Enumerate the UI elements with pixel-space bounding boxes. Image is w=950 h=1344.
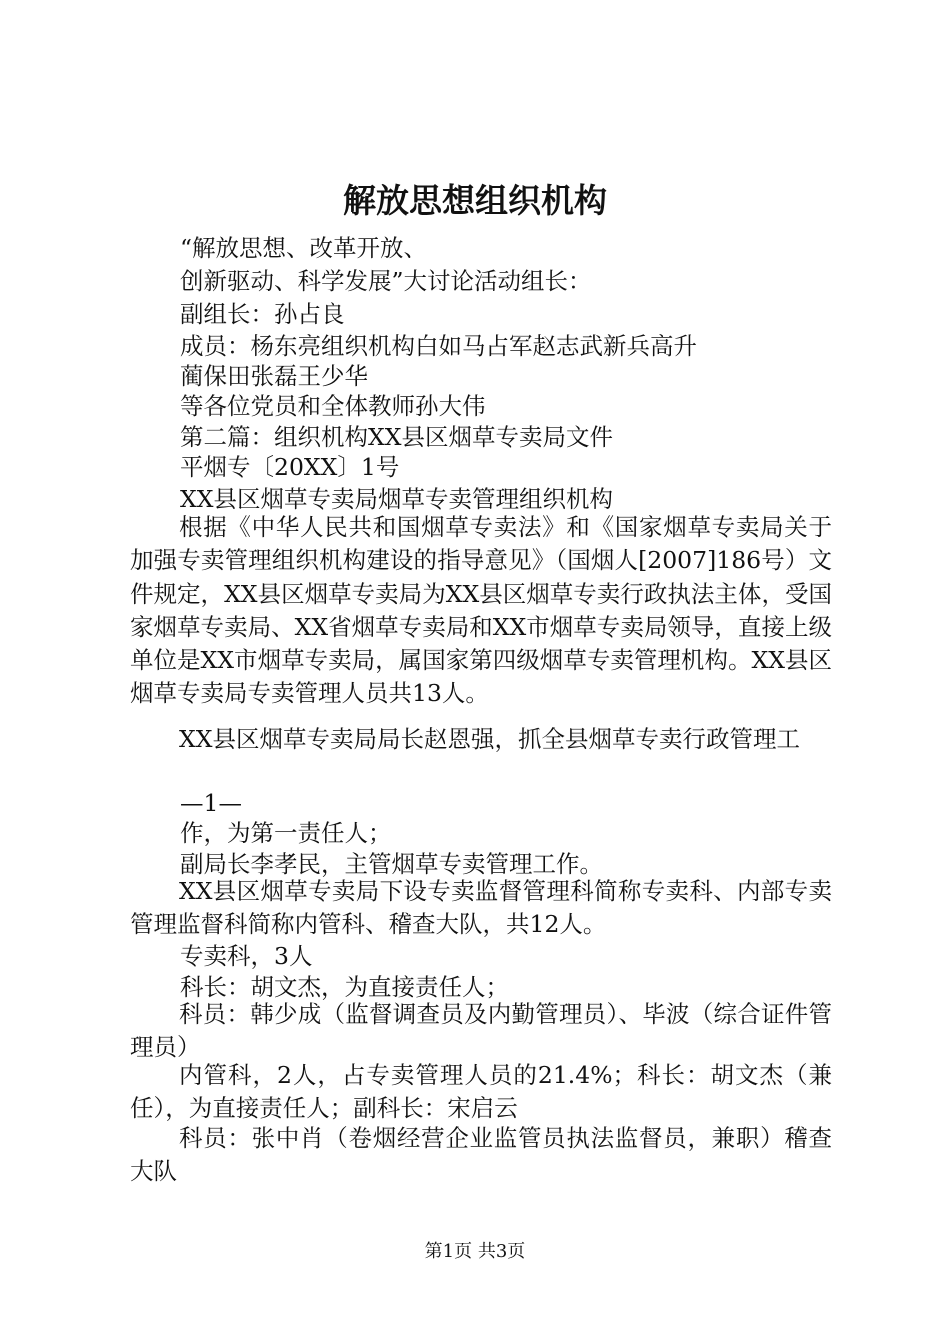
text-line-document-number: 平烟专〔20XX〕1号 [180,453,400,481]
text-line-deputy-director: 副局长李孝民，主管烟草专卖管理工作。 [180,850,603,878]
text-line-all-members: 等各位党员和全体教师孙大伟 [180,392,486,420]
page-footer: 第1页 共3页 [424,1241,526,1262]
text-line-first-responsible: 作，为第一责任人； [180,819,392,847]
text-line-members-cont: 蔺保田张磊王少华 [180,362,368,390]
paragraph-departments: XX县区烟草专卖局下设专卖监督管理科简称专卖科、内部专卖管理监督科简称内管科、稽查大队，共12人。 [130,877,832,939]
paragraph-internal-management: 内管科，2人，占专卖管理人员的21.4%；科长：胡文杰（兼任），为直接责任人；副科长：宋启云 [130,1061,832,1123]
text-line-zhuanmai-section: 专卖科，3人 [180,942,313,970]
text-line-members: 成员：杨东亮组织机构白如马占军赵志武新兵高升 [180,332,697,360]
document-title: 解放思想组织机构 [343,181,607,220]
text-line-slogan-1: “解放思想、改革开放、 [180,234,428,262]
paragraph-staff-inspection: 科员：张中肖（卷烟经营企业监管员执法监督员，兼职）稽查大队 [130,1124,832,1186]
text-line-section-chief: 科长：胡文杰，为直接责任人； [180,973,509,1001]
text-line-slogan-2: 创新驱动、科学发展”大讨论活动组长： [180,267,592,295]
paragraph-basis: 根据《中华人民共和国烟草专卖法》和《国家烟草专卖局关于加强专卖管理组织机构建设的指导意见》（国烟人[2007]186号）文件规定，XX县区烟草专卖局为XX县区烟草专卖行政执法主体，受国家烟草专卖局、XX省烟草专卖局和XX市烟草专卖局领导，直接上级单位是XX市烟草专卖局，属国家第四级烟草专卖管理机构。XX县区烟草专卖局专卖管理人员共13人。 [130,513,832,708]
text-line-section-heading: 第二篇：组织机构XX县区烟草专卖局文件 [180,423,613,451]
text-line-deputy-leader: 副组长：孙占良 [180,300,345,328]
page-marker: —1— [180,789,242,817]
paragraph-director: XX县区烟草专卖局局长赵恩强，抓全县烟草专卖行政管理工 [179,725,800,753]
text-line-org-heading: XX县区烟草专卖局烟草专卖管理组织机构 [180,485,613,513]
paragraph-staff: 科员：韩少成（监督调查员及内勤管理员）、毕波（综合证件管理员） [130,1000,832,1062]
